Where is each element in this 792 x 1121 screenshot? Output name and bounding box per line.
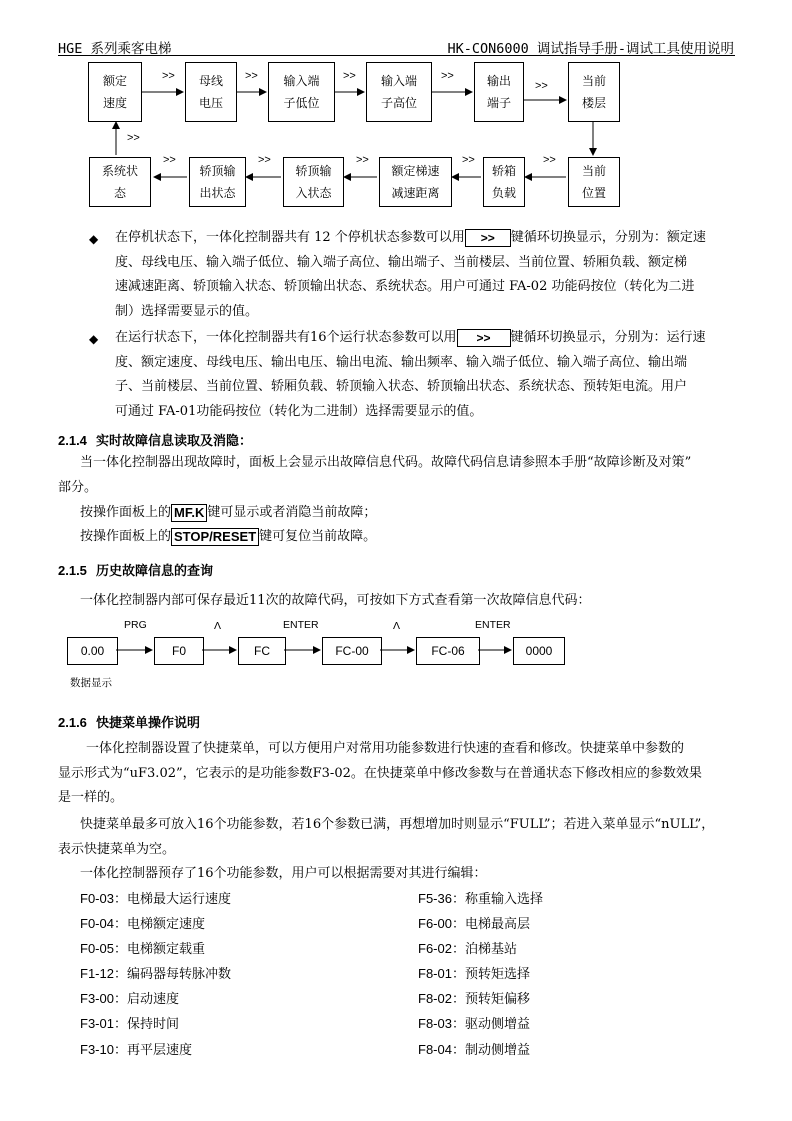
flow-chevron: >> bbox=[535, 80, 548, 92]
section-2-1-6-paragraph-1: 一体化控制器设置了快捷菜单，可以方便用户对常用功能参数进行快速的查看和修改。快捷菜单中参数的 显示形式为“uF3.02”，它表示的是功能参数F3-02。在快捷菜单中修改参数与在普通状态下修改相应的参数效果 是一样的。 bbox=[58, 741, 702, 805]
key-label-prg: PRG bbox=[124, 619, 147, 631]
param-item: F6-00：电梯最高层 bbox=[418, 916, 530, 932]
flow-chevron: >> bbox=[343, 70, 356, 82]
flow-chevron: >> bbox=[356, 154, 369, 166]
flow-box: 轿顶输 出状态 bbox=[189, 157, 246, 207]
section-2-1-5-paragraph: 一体化控制器内部可保存最近11次的故障代码，可按如下方式查看第一次故障信息代码： bbox=[80, 593, 591, 608]
flow-box: 轿顶输 入状态 bbox=[283, 157, 344, 207]
display-box: FC bbox=[238, 637, 286, 665]
flow-box: 系统状 态 bbox=[89, 157, 151, 207]
section-heading-2-1-6: 2.1.6 快捷菜单操作说明 bbox=[58, 715, 200, 731]
flow-chevron: >> bbox=[163, 154, 176, 166]
flow-chevron: >> bbox=[543, 154, 556, 166]
flow-chevron: >> bbox=[462, 154, 475, 166]
display-box: 0.00 bbox=[67, 637, 118, 665]
section-heading-2-1-5: 2.1.5 历史故障信息的查询 bbox=[58, 563, 213, 579]
mfk-key: MF.K bbox=[171, 504, 207, 522]
flow-box: 当前 位置 bbox=[568, 157, 620, 207]
display-box: F0 bbox=[154, 637, 204, 665]
stop-reset-line: 按操作面板上的 STOP/RESET 键可复位当前故障。 bbox=[80, 528, 377, 544]
bullet-paragraph: 在运行状态下，一体化控制器共有16个运行状态参数可以用 >> 键循环切换显示，分别为：运行速 度、额定速度、母线电压、输出电压、输出电流、输出频率、输入端子低位、输入端子高位、输出端 子、当前楼层、当前位置、轿厢负载、轿顶输入状态、轿顶输出状态、系统状态、预转矩电流。用户 可通过 FA-01功能码按位（转化为二进制）选择需要显示的值。 bbox=[115, 330, 706, 419]
param-item: F8-02：预转矩偏移 bbox=[418, 991, 530, 1007]
bullet-diamond-icon: ◆ bbox=[89, 332, 99, 346]
key-label-up: Λ bbox=[214, 620, 222, 632]
param-item: F1-12：编码器每转脉冲数 bbox=[80, 966, 231, 982]
param-item: F8-03：驱动侧增益 bbox=[418, 1016, 530, 1032]
flow-box: 轿箱 负载 bbox=[483, 157, 525, 207]
data-display-caption: 数据显示 bbox=[70, 677, 112, 689]
section-2-1-6-paragraph-3: 一体化控制器预存了16个功能参数，用户可以根据需要对其进行编辑： bbox=[80, 866, 487, 881]
param-item: F0-05：电梯额定载重 bbox=[80, 941, 205, 957]
flow-box: 母线 电压 bbox=[185, 62, 237, 122]
header-right: HK-CON6000 调试指导手册-调试工具使用说明 bbox=[447, 41, 734, 57]
header-left: HGE 系列乘客电梯 bbox=[58, 41, 172, 57]
param-item: F3-00：启动速度 bbox=[80, 991, 179, 1007]
flow-chevron: >> bbox=[127, 132, 140, 144]
flow-box: 额定 速度 bbox=[88, 62, 142, 122]
key-label-up: Λ bbox=[393, 620, 401, 632]
flow-chevron: >> bbox=[441, 70, 454, 82]
param-item: F0-03：电梯最大运行速度 bbox=[80, 891, 231, 907]
param-item: F5-36：称重输入选择 bbox=[418, 891, 543, 907]
mfk-line: 按操作面板上的 MF.K 键可显示或者消隐当前故障； bbox=[80, 504, 377, 520]
bullet-diamond-icon: ◆ bbox=[89, 232, 99, 246]
flow-box: 输出 端子 bbox=[474, 62, 524, 122]
param-item: F8-04：制动侧增益 bbox=[418, 1042, 530, 1058]
display-box: 0000 bbox=[513, 637, 565, 665]
section-2-1-6-paragraph-2: 快捷菜单最多可放入16个功能参数，若16个参数已满，再想增加时则显示“FULL”；若进入菜单显示“nULL”， 表示快捷菜单为空。 bbox=[58, 817, 715, 857]
flow-chevron: >> bbox=[162, 70, 175, 82]
flow-box: 额定梯速 减速距离 bbox=[379, 157, 452, 207]
section-heading-2-1-4: 2.1.4 实时故障信息读取及消隐： bbox=[58, 433, 252, 449]
stop-reset-key: STOP/RESET bbox=[171, 528, 259, 546]
flow-box: 输入端 子低位 bbox=[268, 62, 335, 122]
param-item: F8-01：预转矩选择 bbox=[418, 966, 530, 982]
flow-box: 当前 楼层 bbox=[568, 62, 620, 122]
fault-sequence-arrows bbox=[0, 600, 792, 680]
key-label-enter: ENTER bbox=[475, 619, 511, 631]
param-item: F3-10：再平层速度 bbox=[80, 1042, 192, 1058]
param-item: F0-04：电梯额定速度 bbox=[80, 916, 205, 932]
flow-chevron: >> bbox=[258, 154, 271, 166]
param-item: F3-01：保持时间 bbox=[80, 1016, 179, 1032]
param-item: F6-02：泊梯基站 bbox=[418, 941, 517, 957]
bullet-paragraph: 在停机状态下，一体化控制器共有 12 个停机状态参数可以用 >> 键循环切换显示，分别为：额定速 度、母线电压、输入端子低位、输入端子高位、输出端子、当前楼层、当前位置、轿厢负载、额定梯 速减速距离、轿顶输入状态、轿顶输出状态、系统状态。用户可通过 FA-02 功能码按位（转化为二进 制）选择需要显示的值。 bbox=[115, 230, 706, 319]
cycle-key: >> bbox=[465, 229, 511, 247]
cycle-key: >> bbox=[457, 329, 511, 347]
display-box: FC-06 bbox=[416, 637, 480, 665]
display-box: FC-00 bbox=[322, 637, 382, 665]
key-label-enter: ENTER bbox=[283, 619, 319, 631]
flow-box: 输入端 子高位 bbox=[366, 62, 432, 122]
section-2-1-4-paragraph: 当一体化控制器出现故障时，面板上会显示出故障信息代码。故障代码信息请参照本手册“故障诊断及对策” 部分。 bbox=[58, 455, 692, 495]
flow-chevron: >> bbox=[245, 70, 258, 82]
